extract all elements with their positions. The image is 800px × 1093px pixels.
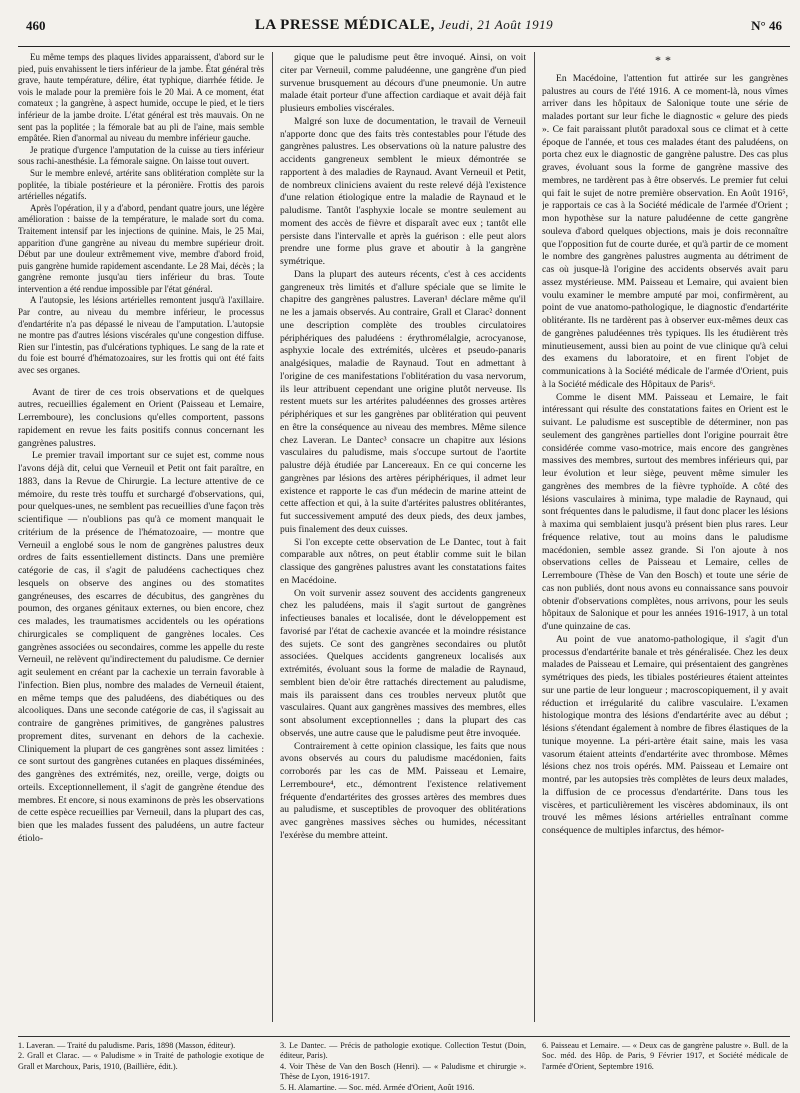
paragraph: Sur le membre enlevé, artérite sans oblitération complète sur la poplitée, la tibiale postérieure et la péronière. Frottis des parois artérielles négatifs.: [18, 167, 264, 202]
footnotes: [18, 1036, 790, 1092]
footnote: 3. Le Dantec. — Précis de pathologie exotique. Collection Testut (Doin, éditeur, Paris).: [280, 1041, 526, 1061]
page-number: 460: [26, 18, 46, 33]
section-separator: **: [655, 53, 675, 67]
paragraph: On voit survenir assez souvent des accidents gangreneux chez les paludéens, mais il s'agit surtout de gangrènes infectieuses banales et localisée, dont le développement est favorisé par l'état de cachexie avancée et la moindre résistance des sujets. Ce sont des gangrènes secondaires ou plutôt associées. Quelques accidents gangreneux localisés aux extrémités, évoluant sous la forme de maladie de Raynaud, semblent bien de'oir être rattachés directement au paludisme, mais ils paraissent dans ces troubles nerveux plutôt que vasculaires. Quant aux gangrènes massives des membres, elles sont absolument exceptionnelles ; dans la plupart des cas observés, une autre cause que le paludisme peut être invoquée.: [280, 587, 526, 739]
column-2: [280, 52, 526, 1032]
footnote: 6. Paisseau et Lemaire. — « Deux cas de gangrène palustre ». Bull. de la Soc. méd. des Hôp. de Paris, 9 Février 1917, et Société médicale de l'armée d'Orient, Septembre 1916.: [542, 1041, 788, 1071]
footnotes-column-2: [280, 1041, 526, 1093]
column-divider: [534, 52, 535, 1022]
paragraph: Si l'on excepte cette observation de Le Dantec, tout à fait comparable aux nôtres, on peut établir comme suit le bilan classique des gangrènes palustres avant les constatations faites en Macédoine.: [280, 536, 526, 586]
paragraph: Contrairement à cette opinion classique, les faits que nous avons observés au cours du paludisme macédonien, faits corroborés par les cas de MM. Paisseau et Lemaire, Lerremboure⁴, etc., démontrent l'existence relativement fréquente d'endartérites des grosses artères des membres dues au paludisme, et susceptibles de provoquer des oblitérations avec gangrènes massives sèches ou humides, nécessitant l'exérèse du membre atteint.: [280, 740, 526, 841]
case-observation: [18, 52, 264, 377]
footnotes-column-1: [18, 1041, 264, 1072]
footnote: 5. H. Alamartine. — Soc. méd. Armée d'Orient, Août 1916.: [280, 1082, 475, 1092]
paragraph: Je pratique d'urgence l'amputation de la cuisse au tiers inférieur sous rachi-anesthésie. La fémorale saigne. On laisse tout ouvert.: [18, 144, 264, 167]
footnote: 1. Laveran. — Traité du paludisme. Paris, 1898 (Masson, éditeur).: [18, 1041, 236, 1050]
paragraph: Le premier travail important sur ce sujet est, comme nous l'avons déjà dit, celui que Verneuil et Petit ont fait paraître, en 1883, dans la Revue de Chirurgie. La lecture attentive de ce mémoire, du reste très touffu et surchargé d'observations, qui, pour quelques-unes, ne semblent pas recueillies d'une façon très scientifique — n'oublions pas qu'à ce moment manquait le critérium de la présence de l'hématozoaire, — montre que Verneuil a englobé sous le nom de gangrènes palustres deux ordres de faits essentiellement distincts. Dans une première catégorie de cas, il s'agit de paludéens cachectiques chez lesquels on observe des angines ou des stomatites gangréneuses, des escarres de décubitus, des gangrènes du poumon, des organes génitaux externes, ou bien encore, chez ces malades, les traumatismes accidentels ou les opérations chirurgicales se compliquent de gangrènes locales. Ces gangrènes associées ou secondaires, comme les appelle du reste Verneuil, ne relèvent qu'indirectement du paludisme. Ce dernier agit seulement en créant par la cachexie un terrain favorable à l'infection. Bien plus, nombre des malades de Verneuil étaient, en même temps que des paludéens, des diabétiques ou des alcooliques. Dans une seconde catégorie de cas, il s'agissait au contraire de gangrènes primitives, de gangrènes palustres proprement dites, survenant en dehors de la cachexie. Cliniquement la plupart de ces gangrènes sont assez limitées : ce sont surtout des gangrènes cutanées en plaques disséminées, des gangrènes des extrémités, nez, oreille, verge, doigts ou orteils. Exceptionnellement, il s'agit de gangrène étendue des membres. Et encore, si nous examinons de près les observations de cette espèce recueillies par Verneuil, dans la plupart des cas, bien que les malades fussent des paludéens, un autre facteur étiolo-: [18, 450, 264, 844]
paragraph: Dans la plupart des auteurs récents, c'est à ces accidents gangreneux très limités et d'allure spéciale que se limite le chapitre des gangrènes palustres. Laveran¹ déclare même qu'il ne les a jamais observés. Au contraire, Grall et Clarac² donnent une description complète des troubles circulatoires périphériques des paludéens : érythromélalgie, acrocyanose, asphyxie locale des extrémités, ulcères et pseudo-panaris analgésiques, maladie de Raynaud. Tout en admettant à l'origine de ces manifestations l'oblitération du vasa nervorum, ils leur attribuent cependant une origine plutôt nerveuse. Ils restent muets sur les artérites paludéennes des grosses artères périphériques et sur les gangrènes par oblitération qui peuvent en être la conséquence au niveau des membres. Même silence chez Laveran. Le Dantec³ consacre un chapitre aux lésions vasculaires du paludisme, mais s'occupe surtout de l'aortite palustre déjà étudiée par Lancereaux. En ce qui concerne les gangrènes par lésions des artères périphériques, il admet leur existence et rapporte le cas d'un médecin de marine atteint de cette affection et qui, à la suite d'artérites palustres oblitérantes, fut successivement amputé des deux pieds, des deux jambes, puis finalement des deux cuisses.: [280, 268, 526, 535]
journal-title-line: [18, 17, 790, 34]
paragraph: Malgré son luxe de documentation, le travail de Verneuil n'apporte donc que des faits très contestables pour l'étude des gangrènes palustres. Les observations où la nature palustre des accidents gangreneux semblent le mieux démontrée se rapportent à des maladies de Raynaud. Avant Verneuil et Petit, de nombreux cliniciens avaient du reste relevé déjà l'existence d'une relation étiologique entre la maladie de Raynaud et le paludisme. Tantôt l'asphyxie locale se montre seulement au moment des accès de fièvre et disparaît avec eux ; tantôt elle persiste dans l'intervalle et après la guérison : elle peut alors prendre une forme plus grave et aboutir à la gangrène symétrique.: [280, 115, 526, 267]
paragraph: A l'autopsie, les lésions artérielles remontent jusqu'à l'axillaire. Par contre, au niveau du membre inférieur, le processus d'endartérite n'a pas dépassé le niveau de l'amputation. L'autopsie ne montre pas d'autres lésions viscérales qu'une congestion diffuse. Rien sur l'intestin, pas d'ulcérations typhiques. Le sang de la rate et du foie est bourré d'hématozoaires, sur les frottis qui ont été faits avec ses organes.: [18, 295, 264, 376]
footnote: 2. Grall et Clarac. — « Paludisme » in Traité de pathologie exotique de Grall et Marchoux, Paris, 1910, (Baillière, édit.).: [18, 1051, 264, 1071]
issue-number: N° 46: [751, 18, 782, 33]
paragraph: Après l'opération, il y a d'abord, pendant quatre jours, une légère amélioration : baisse de la température, le malade sort du coma. Traitement intensif par les injections de quinine. Mais, le 25 Mai, apparition d'une gangrène au niveau du membre supérieur droit. Début par une douleur extrêmement vive, membre d'abord froid, puis gangrène humide rapidement ascendante. Le 28 Mai, décès ; la gangrène remonte jusqu'au tiers inférieur du bras. Toute intervention a été rendue impossible par l'état général.: [18, 202, 264, 294]
paragraph: En Macédoine, l'attention fut attirée sur les gangrènes palustres au cours de l'été 1916. A ce moment-là, nous vîmes arriver dans les hôpitaux de Salonique toute une série de malades portant sur leur fiche le diagnostic « gelure des pieds ». Ce fait paraissant plutôt paradoxal sous ce climat et à cette époque de l'année, et tous ces malades étant des paludéens, on porta chez eux le diagnostic de gangrène palustre. Des cas plus graves, évoluant sous la forme de gangrène massive des membres, ne tardèrent pas à être observés. Le premier fut celui qui fait le sujet de notre première observation. En Août 1916⁵, je rapportais ce cas à la Société médicale de l'armée d'Orient ; mon hypothèse sur la nature paludéenne de cette gangrène souleva d'abord quelques objections, mais je dois reconnaître que l'opposition fut de courte durée, et qu'à partir de ce moment le nombre des gangrènes palustres augmenta au détriment de cas où jusque-là l'origine des accidents observés avait paru assez mystérieuse. MM. Paisseau et Lemaire, qui avaient bien voulu examiner le membre amputé par moi, confirmèrent, au point de vue anatomo-pathologique, le diagnostic d'endartérite oblitérante. Ils ne tardèrent pas à observer eux-mêmes deux cas de gangrènes paludéennes très typiques. Ils les étudièrent très minutieusement, aussi bien au point de vue clinique qu'à celui des examens du laboratoire, et en firent l'objet de communications à la Société médicale de l'armée d'Orient, puis à la Société médicale des Hôpitaux de Paris⁶.: [542, 72, 788, 390]
paragraph: Avant de tirer de ces trois observations et de quelques autres, recueillies également en Orient (Paisseau et Lemaire, Lerremboure), les conclusions qu'elles comportent, passons rapidement en revue les faits positifs connus concernant les gangrènes palustres.: [18, 386, 264, 449]
page-header: [18, 14, 790, 47]
footnote: 4. Voir Thèse de Van den Bosch (Henri). — « Paludisme et chirurgie ». Thèse de Lyon, 1916-1917.: [280, 1061, 526, 1082]
paragraph: Comme le disent MM. Paisseau et Lemaire, le fait intéressant qui résulte des constatations faites en Orient est le suivant. Le paludisme est susceptible de déterminer, non pas seulement des gangrènes partielles dont l'origine pourrait être considérée comme vaso-motrice, mais encore des gangrènes massives des membres, surtout des membres inférieurs qui, par leur évolution et leur siège, peuvent même simuler les gangrènes des membres de la fièvre typhoïde. A côté des lésions vasculaires à minima, type maladie de Raynaud, qui sont fréquentes dans le paludisme, il faut donc placer les lésions à maxima qui semblaient jusqu'à présent bien plus rares. Leur fréquence relative, tout au moins dans le paludisme macédonien, semble assez grande. Si l'on ajoute à nos observations celles de Paisseau et Lemaire, celles de Lerremboure (Thèse de Van den Bosch) et toute une série de cas non publiés, dont nous avons eu connaissance sans pouvoir obtenir d'observations complètes, nous arrivons, pour les seuls hôpitaux de Salonique et pour les années 1916-1917, à un total d'une quinzaine de cas.: [542, 391, 788, 632]
column-3: [542, 52, 788, 1032]
paragraph: Au point de vue anatomo-pathologique, il s'agit d'un processus d'endartérite banale et très généralisée. Chez les deux malades de Paisseau et Lemaire, qui présentaient des gangrènes symétriques des pieds, les tibiales postérieures étaient atteintes sur une partie de leur longueur ; macroscopiquement, il y avait réduction et irrégularité du calibre vasculaire. L'examen histologique montra des lésions d'endartérite avec au début ; lésions s'étendant également à nombre de fibres élastiques de la tunique moyenne. La péri-artère était saine, mais les vasa vasorum étaient atteints d'endartérite avec thrombose. Mêmes lésions chez nos trois opérés. MM. Paisseau et Lemaire ont montré, par les autopsies très complètes de leurs deux malades, la diffusion de ce processus d'endartérite. Dans tous les viscères, et particulièrement les viscères abdominaux, ils ont trouvé les mêmes lésions artérielles entraînant comme conséquence de multiples infarctus, des hémor-: [542, 633, 788, 836]
text-columns: [18, 52, 790, 1032]
journal-page: [18, 14, 790, 1092]
journal-title: LA PRESSE MÉDICALE,: [254, 17, 435, 33]
paragraph: Eu même temps des plaques livides apparaissent, d'abord sur le pied, puis envahissent le tiers inférieur de la jambe. État général très grave, haute température, délire, état typhique, diarrhée fétide. Je vois le malade pour la première fois le 20 Mai. A ce moment, état comateux ; la gangrène, à aspect humide, occupe le pied, et le tiers inférieur de la jambe droite. L'état général est très mauvais. On ne sent pas la poplitée ; la fémorale bat au pli de l'aine, mais semble empâtée. Rien d'anormal au niveau du membre inférieur gauche.: [18, 52, 264, 144]
paragraph: gique que le paludisme peut être invoqué. Ainsi, on voit citer par Verneuil, comme paludéenne, une gangrène d'un pied survenue brusquement au décours d'une pneumonie. Un autre malade était porteur d'une affection cardiaque et avait déjà fait plusieurs embolies viscérales.: [280, 52, 526, 114]
issue-date: Jeudi, 21 Août 1919: [439, 17, 554, 32]
footnotes-column-3: [542, 1041, 788, 1072]
column-divider: [272, 52, 273, 1022]
column-1: [18, 52, 264, 1032]
